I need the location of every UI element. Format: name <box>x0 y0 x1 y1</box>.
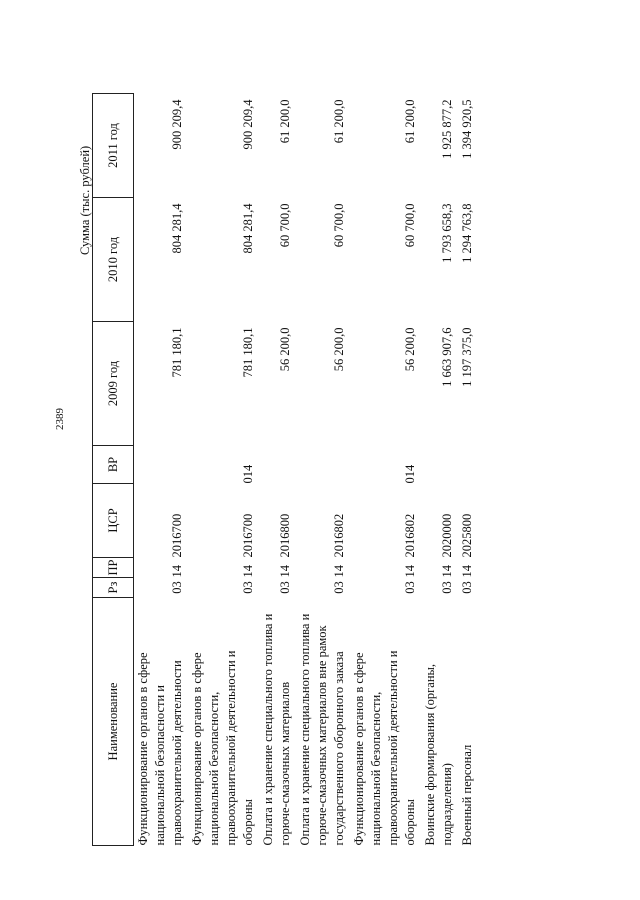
row-name: Оплата и хранение специального топлива и горюче-смазочных материалов <box>261 613 292 846</box>
row-2010: 60 700,0 <box>332 203 346 248</box>
row-csr: 2016802 <box>332 513 346 558</box>
col-vr-header: ВР <box>93 446 134 484</box>
table-row <box>296 94 350 846</box>
row-name: Функционирование органов в сфере национальной безопасности, правоохранительной деятельности и обороны <box>190 650 255 846</box>
row-2011: 61 200,0 <box>278 99 292 144</box>
col-2011-header: 2011 год <box>93 94 134 198</box>
row-2009: 1 197 375,0 <box>460 327 474 387</box>
col-pr-header: ПР <box>93 558 134 578</box>
budget-table <box>92 93 478 846</box>
row-pr: 14 <box>241 565 255 578</box>
units-caption: Сумма (тыс. рублей) <box>78 145 92 255</box>
table-row <box>134 94 189 846</box>
row-pr: 14 <box>278 565 292 578</box>
row-name: Функционирование органов в сфере национальной безопасности, правоохранительной деятельности и обороны <box>352 650 417 846</box>
row-rz: 03 <box>170 581 184 594</box>
row-vr <box>296 446 350 484</box>
row-rz: 03 <box>278 581 292 594</box>
row-vr <box>421 446 458 484</box>
table-header <box>93 94 134 846</box>
row-2011: 61 200,0 <box>332 99 346 144</box>
row-2009: 781 180,1 <box>241 327 255 378</box>
row-2010: 1 294 763,8 <box>460 203 474 263</box>
row-csr: 2016802 <box>403 513 417 558</box>
row-pr: 14 <box>170 565 184 578</box>
row-csr: 2020000 <box>440 513 454 558</box>
row-2009: 56 200,0 <box>403 327 417 372</box>
row-csr: 2016700 <box>241 513 255 558</box>
row-vr <box>458 446 478 484</box>
row-rz: 03 <box>440 581 454 594</box>
row-2009: 56 200,0 <box>278 327 292 372</box>
row-vr <box>259 446 296 484</box>
row-name: Оплата и хранение специального топлива и горюче-смазочных материалов вне рамок государственного оборонного заказа <box>298 613 346 846</box>
col-csr-header: ЦСР <box>93 484 134 558</box>
row-2010: 60 700,0 <box>403 203 417 248</box>
table-row <box>259 94 296 846</box>
row-2011: 1 925 877,2 <box>440 99 454 159</box>
row-rz: 03 <box>241 581 255 594</box>
row-vr: 014 <box>241 464 255 484</box>
row-2010: 804 281,4 <box>241 203 255 254</box>
row-pr: 14 <box>332 565 346 578</box>
table-row <box>350 94 421 846</box>
row-2010: 1 793 658,3 <box>440 203 454 263</box>
row-2011: 900 209,4 <box>170 99 184 150</box>
row-pr: 14 <box>460 565 474 578</box>
row-csr: 2016800 <box>278 513 292 558</box>
row-rz: 03 <box>332 581 346 594</box>
col-name-header: Наименование <box>93 598 134 846</box>
row-rz: 03 <box>403 581 417 594</box>
table-row <box>458 94 478 846</box>
row-rz: 03 <box>460 581 474 594</box>
col-rz-header: Рз <box>93 578 134 598</box>
row-2009: 56 200,0 <box>332 327 346 372</box>
row-2009: 1 663 907,6 <box>440 327 454 387</box>
table-row <box>421 94 458 846</box>
table-row <box>188 94 259 846</box>
row-vr: 014 <box>403 464 417 484</box>
row-name: Воинские формирования (органы, подразделения) <box>423 663 454 846</box>
row-2010: 60 700,0 <box>278 203 292 248</box>
row-vr <box>134 446 189 484</box>
row-name: Функционирование органов в сфере национальной безопасности и правоохранительной деятельности <box>136 652 184 846</box>
row-pr: 14 <box>440 565 454 578</box>
row-2011: 1 394 920,5 <box>460 99 474 159</box>
row-2009: 781 180,1 <box>170 327 184 378</box>
col-2009-header: 2009 год <box>93 322 134 446</box>
row-2011: 61 200,0 <box>403 99 417 144</box>
col-2010-header: 2010 год <box>93 198 134 322</box>
page-number: 2389 <box>54 408 66 430</box>
row-2010: 804 281,4 <box>170 203 184 254</box>
row-csr: 2016700 <box>170 513 184 558</box>
row-pr: 14 <box>403 565 417 578</box>
row-csr: 2025800 <box>460 513 474 558</box>
row-2011: 900 209,4 <box>241 99 255 150</box>
row-name: Военный персонал <box>460 744 474 846</box>
